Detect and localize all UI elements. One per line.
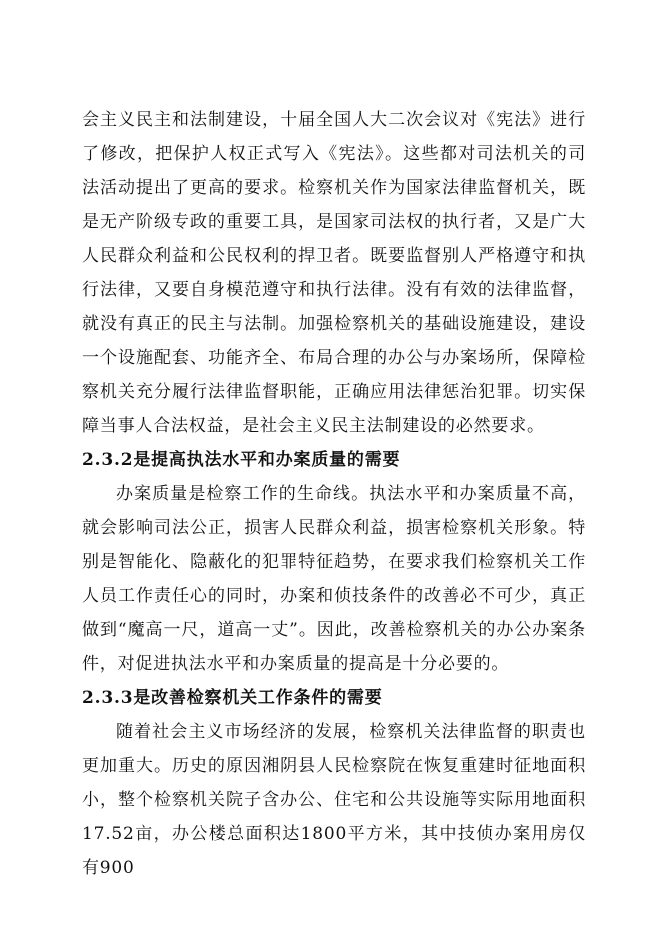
paragraph-intro: 会主义民主和法制建设，十届全国人大二次会议对《宪法》进行了修改，把保护人权正式写入《宪法》。这些都对司法机关的司法活动提出了更高的要求。检察机关作为国家法律监督机关，既是无产阶级专政的重要工具，是国家司法权的执行者，又是广大人民群众利益和公民权利的捍卫者。既要监督别人严格遵守和执行法律，又要自身模范遵守和执行法律。没有有效的法律监督，就没有真正的民主与法制。加强检察机关的基础设施建设，建设一个设施配套、功能齐全、布局合理的办公与办案场所，保障检察机关充分履行法律监督职能，正确应用法律惩治犯罪。切实保障当事人合法权益，是社会主义民主法制建设的必然要求。: [82, 110, 586, 436]
section-heading-2-3-2: 2.3.2是提高执法水平和办案质量的需要: [82, 450, 401, 470]
section-heading-2-3-3: 2.3.3是改善检察机关工作条件的需要: [82, 688, 383, 708]
paragraph-case-quality: 办案质量是检察工作的生命线。执法水平和办案质量不高，就会影响司法公正，损害人民群众利益，损害检察机关形象。特别是智能化、隐蔽化的犯罪特征趋势，在要求我们检察机关工作人员工作责任心的同时，办案和侦技条件的改善必不可少，真正做到“魔高一尺，道高一丈”。因此，改善检察机关的办公办案条件，对促进执法水平和办案质量的提高是十分必要的。: [82, 484, 586, 674]
document-body: [82, 103, 586, 885]
paragraph-work-conditions: 随着社会主义市场经济的发展，检察机关法律监督的职责也更加重大。历史的原因湘阴县人民检察院在恢复重建时征地面积小，整个检察机关院子含办公、住宅和公共设施等实际用地面积 17.52亩，办公楼总面积达1800平方米，其中技侦办案用房仅有900: [82, 722, 586, 878]
